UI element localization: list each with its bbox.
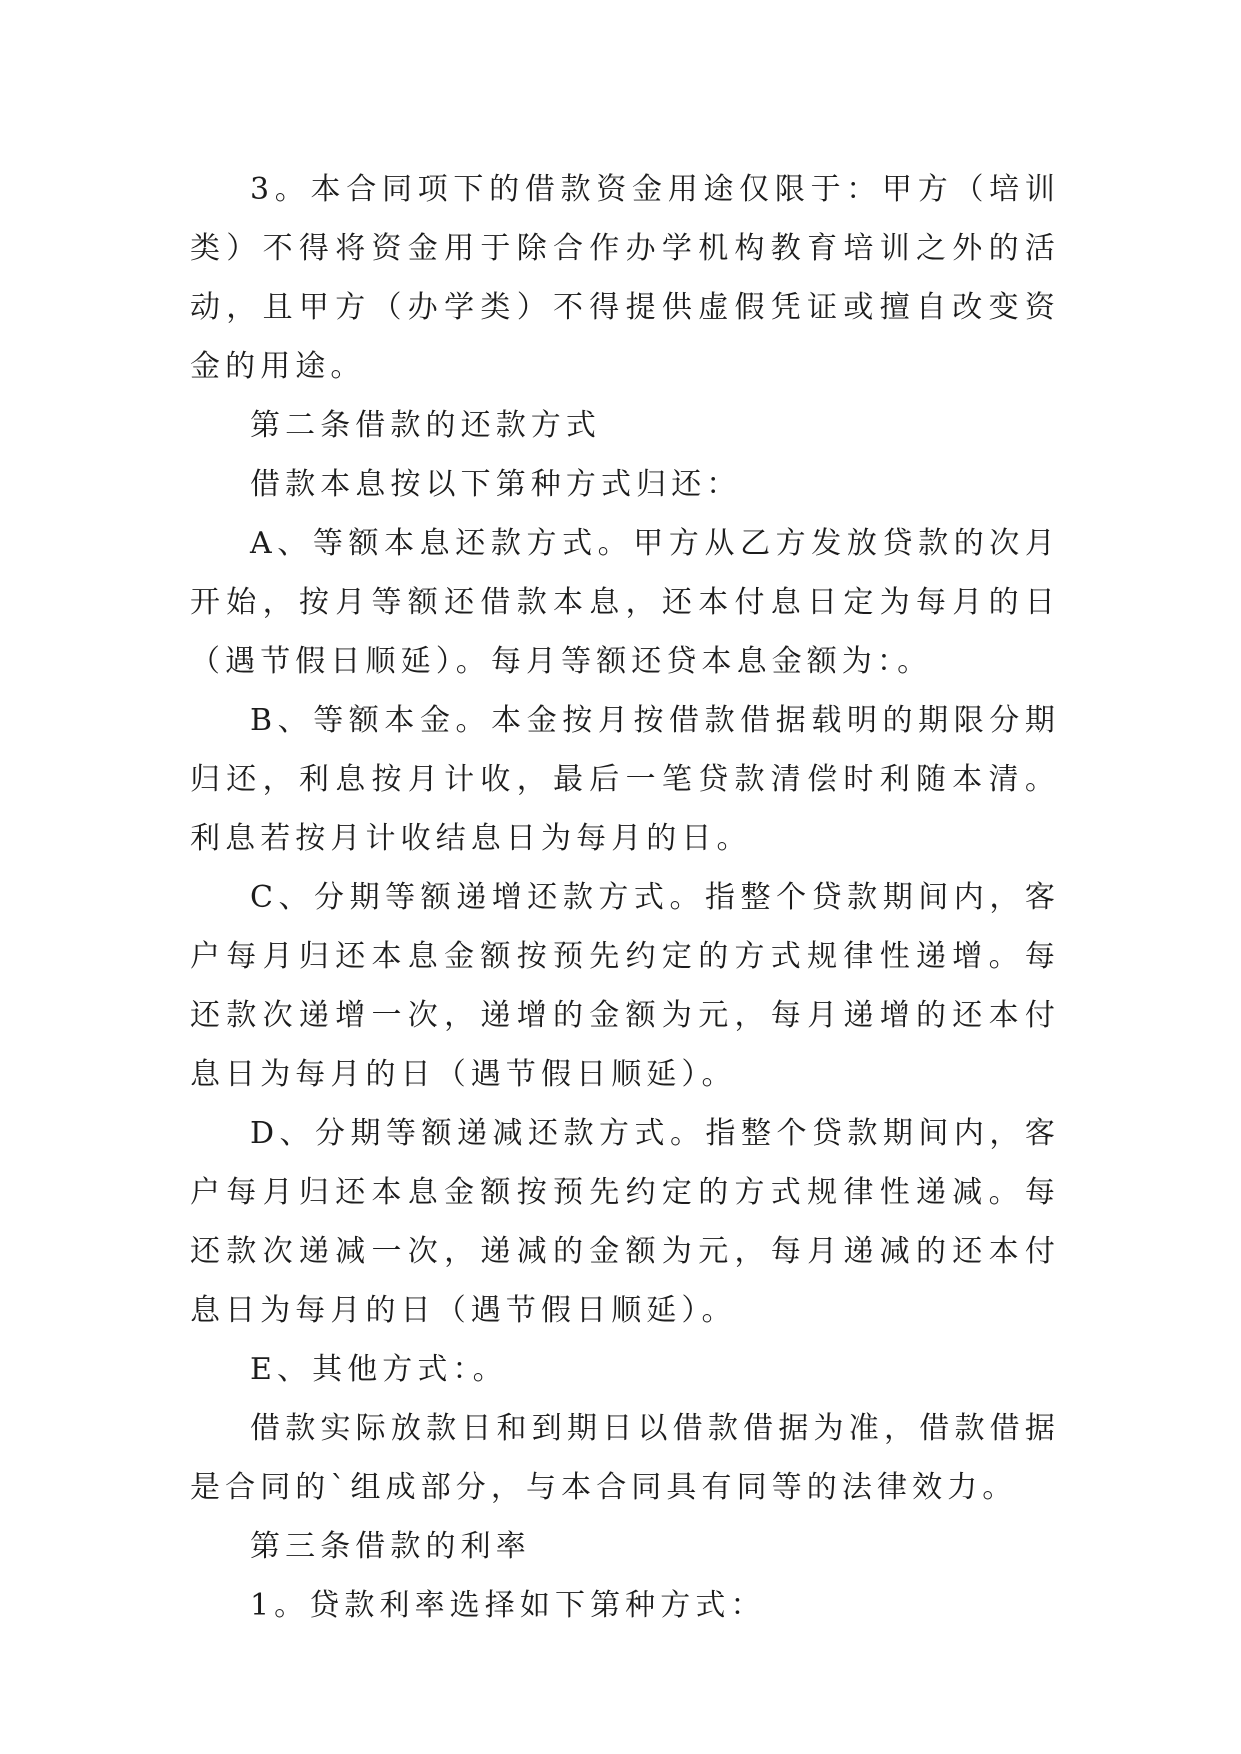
- paragraph-repayment-intro: 借款本息按以下第种方式归还：: [250, 467, 742, 502]
- document-body: [190, 160, 1060, 1635]
- paragraph-option-e: E、其他方式：。: [250, 1352, 508, 1387]
- paragraph-option-b: B、等额本金。本金按月按借款借据载明的期限分期归还，利息按月计收，最后一笔贷款清偿时利随本清。利息若按月计收结息日为每月的日。: [190, 703, 1060, 856]
- paragraph-option-c: C、分期等额递增还款方式。指整个贷款期间内，客户每月归还本息金额按预先约定的方式规律性递增。每还款次递增一次，递增的金额为元，每月递增的还本付息日为每月的日（遇节假日顺延）。: [190, 880, 1060, 1092]
- paragraph-interest-rate-option: 1。贷款利率选择如下第种方式：: [250, 1588, 766, 1623]
- paragraph-option-d: D、分期等额递减还款方式。指整个贷款期间内，客户每月归还本息金额按预先约定的方式规律性递减。每还款次递减一次，递减的金额为元，每月递减的还本付息日为每月的日（遇节假日顺延）。: [190, 1116, 1060, 1328]
- paragraph-option-a: A、等额本息还款方式。甲方从乙方发放贷款的次月开始，按月等额还借款本息，还本付息日定为每月的日（遇节假日顺延）。每月等额还贷本息金额为：。: [190, 526, 1060, 679]
- heading-article-2-repayment: 第二条借款的还款方式: [250, 408, 601, 443]
- paragraph-loan-receipt: 借款实际放款日和到期日以借款借据为准，借款借据是合同的`组成部分，与本合同具有同等的法律效力。: [190, 1411, 1060, 1505]
- heading-article-3-interest: 第三条借款的利率: [250, 1529, 531, 1564]
- paragraph-fund-usage: 3。本合同项下的借款资金用途仅限于：甲方（培训类）不得将资金用于除合作办学机构教育培训之外的活动，且甲方（办学类）不得提供虚假凭证或擅自改变资金的用途。: [190, 172, 1060, 384]
